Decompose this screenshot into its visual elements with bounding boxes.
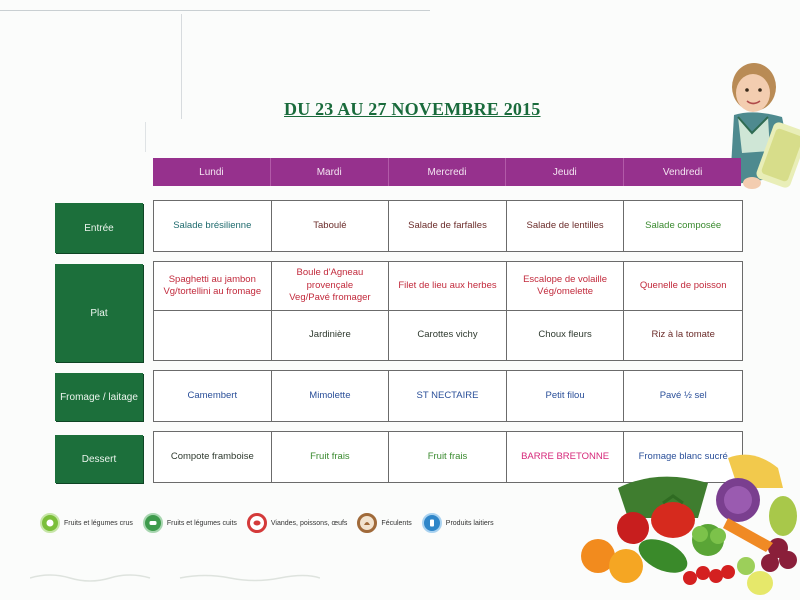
cooked-vegetables-icon xyxy=(143,513,163,533)
row-label-fromage: Fromage / laitage xyxy=(55,373,143,421)
menu-cell: Fruit frais xyxy=(272,432,390,482)
menu-cell xyxy=(272,262,390,311)
food-group-legend xyxy=(40,513,504,533)
day-header-friday: Vendredi xyxy=(624,158,741,186)
day-header-tuesday: Mardi xyxy=(271,158,389,186)
dish-line: Filet de lieu aux herbes xyxy=(398,279,497,291)
legend-label: Féculents xyxy=(381,519,412,527)
menu-cell: Camembert xyxy=(154,371,272,421)
dish-line: Quenelle de poisson xyxy=(639,279,727,291)
legend-label: Viandes, poissons, œufs xyxy=(270,519,348,527)
dish-line: Escalope de volaille xyxy=(523,273,608,285)
dish-line: Boule d'Agneau xyxy=(296,267,364,279)
menu-cell: Riz à la tomate xyxy=(651,329,715,341)
scan-fold-line xyxy=(181,14,182,119)
menu-cell: Taboulé xyxy=(272,201,390,251)
day-header-monday: Lundi xyxy=(153,158,271,186)
dish-line: Spaghetti au jambon xyxy=(168,273,256,285)
day-header-wednesday: Mercredi xyxy=(389,158,507,186)
menu-cell: Choux fleurs xyxy=(507,311,625,360)
menu-cell: Salade de lentilles xyxy=(507,201,625,251)
row-label-dessert: Dessert xyxy=(55,435,143,483)
legend-label: Fruits et légumes cuits xyxy=(166,519,237,527)
menu-cell xyxy=(624,262,742,311)
vegetables-illustration xyxy=(578,448,800,600)
fromage-row xyxy=(153,370,743,422)
menu-cell: Mimolette xyxy=(272,371,390,421)
menu-cell xyxy=(507,262,625,311)
menu-cell: Salade de farfalles xyxy=(389,201,507,251)
dairy-icon xyxy=(422,513,442,533)
legend-item xyxy=(40,513,133,533)
menu-cell: Pavé ½ sel xyxy=(659,389,707,401)
starches-icon xyxy=(357,513,377,533)
menu-cell: ST NECTAIRE xyxy=(389,371,507,421)
dish-line: Vg/tortellini au fromage xyxy=(163,286,262,297)
day-header-row xyxy=(153,158,741,186)
scan-fold-line xyxy=(145,122,146,152)
legend-label: Fruits et légumes crus xyxy=(64,519,133,527)
menu-cell: Salade brésilienne xyxy=(154,201,272,251)
menu-cell: Salade composée xyxy=(645,219,722,231)
plat-row xyxy=(153,261,743,361)
menu-cell: BARRE BRETONNE xyxy=(507,432,625,482)
legend-item xyxy=(247,513,348,533)
dish-line: Veg/Pavé fromager xyxy=(289,292,371,304)
raw-vegetables-icon xyxy=(40,513,60,533)
legend-item xyxy=(357,513,411,533)
legend-item xyxy=(422,513,494,533)
dish-line: provençale xyxy=(306,279,354,291)
menu-cell: Carottes vichy xyxy=(389,311,507,360)
menu-cell xyxy=(389,262,507,311)
menu-cell: Compote framboise xyxy=(154,432,272,482)
scan-edge-line xyxy=(0,10,430,11)
menu-cell: Fruit frais xyxy=(389,432,507,482)
bleed-through-marks xyxy=(30,570,320,584)
row-label-plat: Plat xyxy=(55,264,143,362)
dish-line: Vég/omelette xyxy=(537,286,594,297)
legend-item xyxy=(143,513,237,533)
menu-cell xyxy=(154,262,272,311)
row-label-entree: Entrée xyxy=(55,203,143,253)
menu-cell: Petit filou xyxy=(507,371,625,421)
meat-fish-eggs-icon xyxy=(247,513,267,533)
entree-row xyxy=(153,200,743,252)
menu-cell: Fromage blanc sucré xyxy=(638,450,728,462)
day-header-thursday: Jeudi xyxy=(506,158,624,186)
page-title: DU 23 AU 27 NOVEMBRE 2015 xyxy=(284,99,541,119)
legend-label: Produits laitiers xyxy=(445,519,494,527)
menu-cell: Jardinière xyxy=(272,311,390,360)
menu-cell xyxy=(154,311,272,360)
